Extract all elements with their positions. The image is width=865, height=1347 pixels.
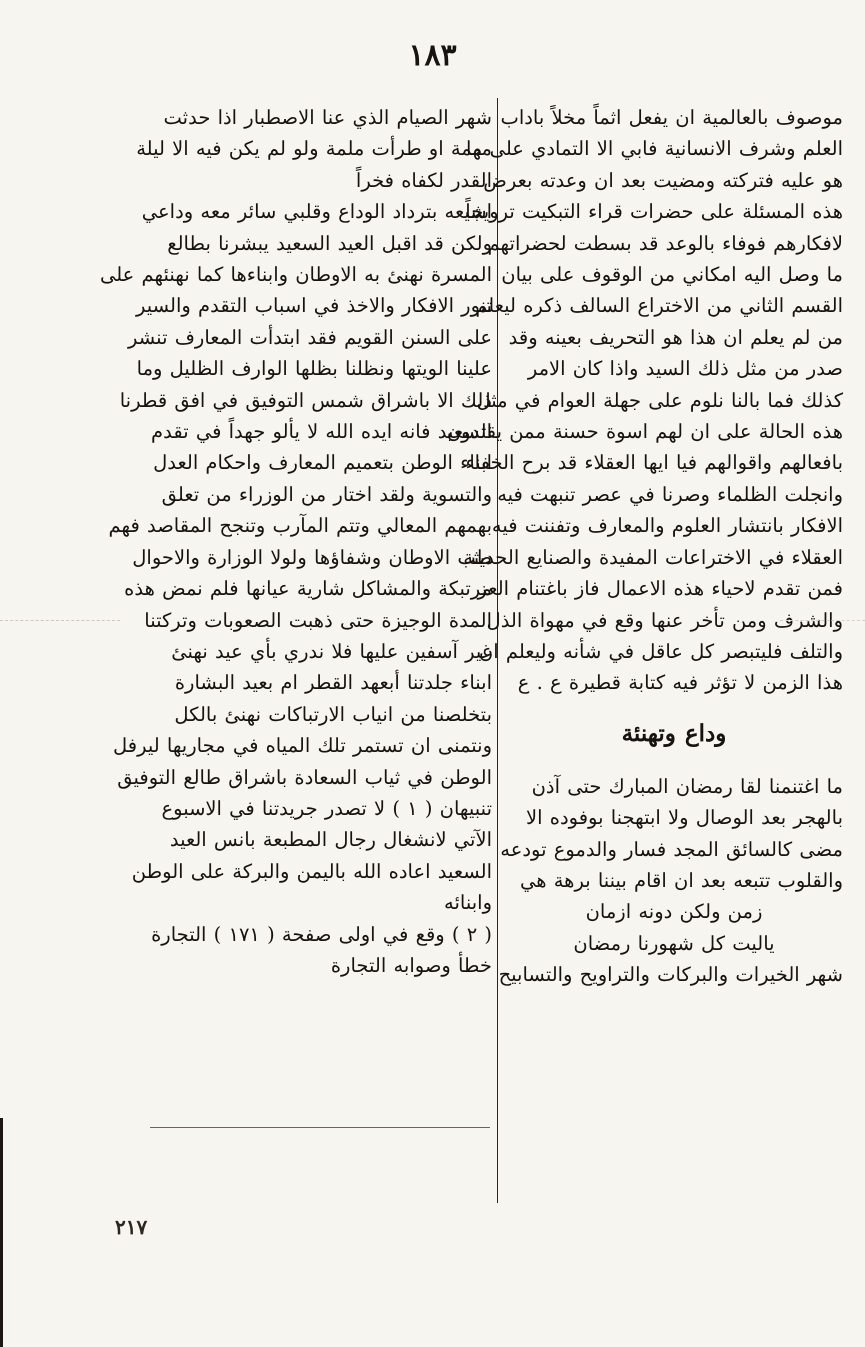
notice-paragraph	[140, 919, 492, 982]
text-line: خطأ وصوابه التجارة	[330, 953, 492, 977]
text-line: مرتبكة والمشاكل شارية عيانها فلم نمض هذه	[124, 577, 492, 601]
text-line: مهمة او طرأت ملمة ولو لم يكن فيه الا ليلة	[136, 137, 492, 161]
text-line: ولكن قد اقبل العيد السعيد يبشرنا بطالع	[167, 231, 492, 255]
notice-paragraph	[131, 793, 492, 919]
text-line: القدر لكفاه فخراً	[355, 168, 492, 192]
scan-artifact	[780, 620, 865, 621]
text-line: وابنائه	[444, 891, 492, 915]
signature-line: هذا الزمن لا تؤثر فيه كتابة قطيرة ع . ع	[517, 671, 843, 695]
text-line: ونتمنى ان تستمر تلك المياه في مجاريها ليرفل	[113, 734, 492, 758]
text-line: من لم يعلم ان هذا هو التحريف بعينه وقد	[508, 325, 843, 349]
text-line: والتسوية ولقد اختار من الوزراء من تعلق	[161, 482, 492, 506]
verse-line: ياليت كل شهورنا رمضان	[573, 931, 775, 955]
text-line: ذلك الا باشراق شمس التوفيق في افق قطرنا	[119, 388, 492, 412]
text-line: وانجلت الظلماء وصرنا في عصر تنبهت فيه	[497, 482, 843, 506]
text-line: كذلك فما بالنا نلوم على جهلة العوام في مثل	[476, 388, 843, 412]
text-line: العقلاء في الاختراعات المفيدة والصنايع الحديثة	[463, 545, 843, 569]
text-line: والتلف فليتبصر كل عاقل في شأنه وليعلم ان	[478, 639, 843, 663]
text-line: هو عليه فتركته ومضيت بعد ان وعدته بعرض	[483, 168, 843, 192]
text-line: تنور الافكار والاخذ في اسباب التقدم والسير	[136, 294, 492, 318]
text-line: زمن ولكن دونه ازمان	[585, 900, 763, 924]
article-paragraph	[99, 228, 492, 793]
text-line: موصوف بالعالمية ان يفعل اثماً مخلاً باداب	[500, 106, 843, 129]
divider	[150, 1127, 490, 1128]
text-line: العلم وشرف الانسانية فابي الا التمادي على ما	[465, 137, 843, 161]
text-line: ( ٢ ) وقع في اولى صفحة ( ١٧١ ) التجارة	[151, 922, 492, 946]
text-line: القسم الثاني من الاختراع السالف ذكره ليعلم	[475, 294, 843, 318]
text-line: علينا الويتها ونظلنا بظلها الوارف الظليل وما	[136, 357, 492, 381]
text-line: ابناء الوطن بتعميم المعارف واحكام العدل	[153, 451, 492, 475]
text-line: ما وصل اليه امكاني من الوقوف على بيان	[501, 263, 843, 287]
text-line: لافكارهم فوفاء بالوعد قد بسطت لحضراتهم	[487, 231, 843, 255]
text-line: السعيد اعاده الله باليمن والبركة على الوطن	[131, 859, 492, 883]
text-line: السعيد فانه ايده الله لا يألو جهداً في تقدم	[151, 420, 492, 444]
text-line: الافكار بانتشار العلوم والمعارف وتفننت فيه	[491, 514, 843, 538]
text-line: تنبيهان ( ١ ) لا تصدر جريدتنا في الاسبوع	[161, 796, 492, 820]
folio-number: ٢١٧	[115, 1215, 148, 1239]
text-line: طب الاوطان وشفاؤها ولولا الوزارة والاحوال	[132, 545, 492, 569]
text-line: بهمهم المعالي وتتم المآرب وتنجح المقاصد فهم	[108, 514, 492, 538]
article-paragraph	[446, 102, 843, 699]
text-line: بافعالهم واقوالهم فيا ايها العقلاء قد برح الخفاء	[465, 451, 843, 475]
text-line: ما اغتنمنا لقا رمضان المبارك حتى آذن	[531, 774, 843, 798]
scan-artifact	[0, 620, 120, 621]
text-line: مضى كالسائق المجد فسار والدموع تودعه	[500, 837, 843, 861]
text-line: فمن تقدم لاحياء هذه الاعمال فاز باغتنام العز	[477, 577, 843, 601]
text-line: بتخلصنا من انياب الارتباكات نهنئ بالكل	[174, 702, 492, 726]
text-line: شهر الخيرات والبركات والتراويح والتسابيح	[498, 963, 843, 987]
text-line: غير آسفين عليها فلا ندري بأي عيد نهنئ	[171, 639, 492, 663]
text-line: صدر من مثل ذلك السيد واذا كان الامر	[527, 357, 843, 381]
article-paragraph	[136, 102, 492, 196]
text-line: والشرف ومن تأخر عنها وقع في مهواة الذل	[486, 608, 843, 632]
text-line: هذه المسئلة على حضرات قراء التبكيت ترويجاً	[465, 200, 843, 224]
article-paragraph	[500, 771, 843, 928]
text-line: الوطن في ثياب السعادة باشراق طالع التوفيق	[117, 765, 492, 789]
binding-edge	[0, 1118, 3, 1347]
text-line: والقلوب تتبعه بعد ان اقام بيننا برهة هي	[519, 868, 843, 892]
text-line: بالهجر بعد الوصال ولا ابتهجنا بوفوده الا	[525, 806, 843, 830]
text-line: على السنن القويم فقد ابتدأت المعارف تنشر	[128, 325, 492, 349]
text-line: المسرة نهنئ به الاوطان وابناءها كما نهنئهم على	[99, 263, 492, 287]
text-line: هذه الحالة على ان لهم اسوة حسنة ممن يقتدون	[446, 420, 843, 444]
text-line: المدة الوجيزة حتى ذهبت الصعوبات وتركتنا	[144, 608, 492, 632]
text-line: شهر الصيام الذي عنا الاصطبار اذا حدثت	[163, 106, 492, 129]
section-heading: وداع وتهنئة	[621, 719, 727, 747]
verse-line: اشيعه بترداد الوداع وقلبي سائر معه وداعي	[141, 200, 492, 224]
page-number: ١٨٣	[408, 38, 457, 73]
left-column	[99, 102, 492, 981]
text-line: ابناء جلدتنا أبعهد القطر ام بعيد البشارة	[174, 671, 492, 695]
text-line: الآتي لانشغال رجال المطبعة بانس العيد	[169, 828, 492, 852]
